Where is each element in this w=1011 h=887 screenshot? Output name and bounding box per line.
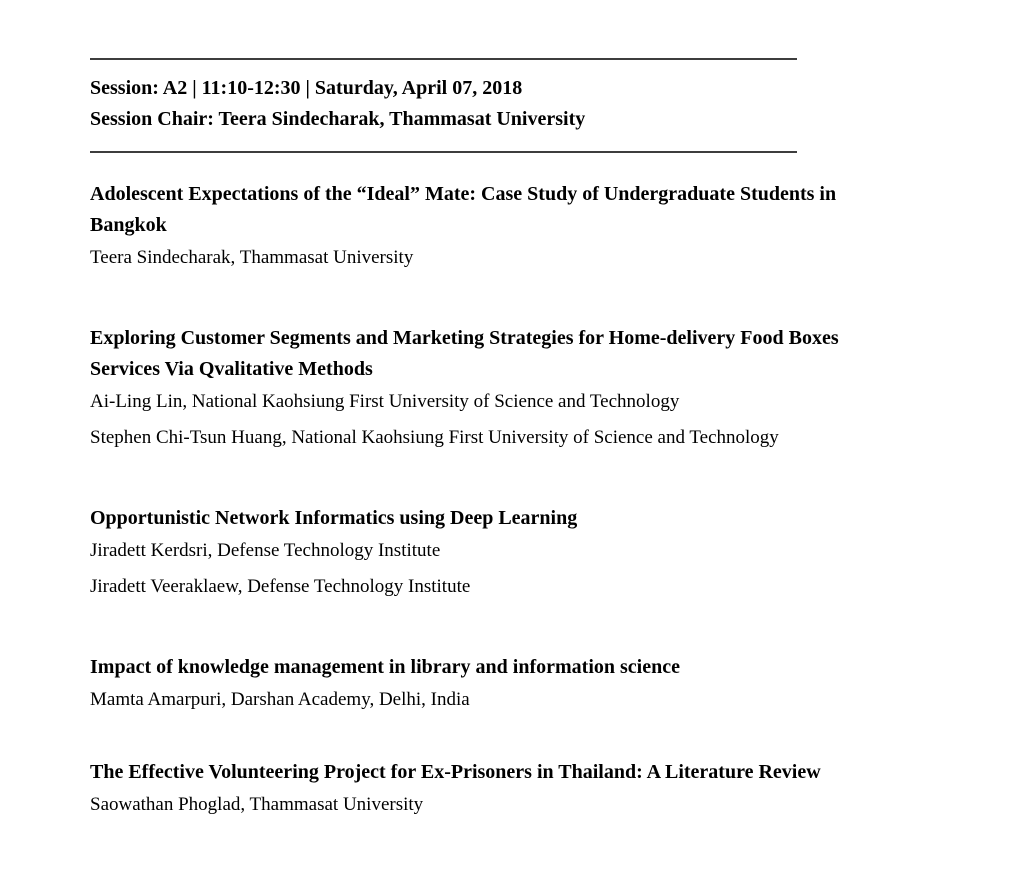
paper-title xyxy=(90,652,1011,683)
paper-author: Jiradett Kerdsri, Defense Technology Institute xyxy=(90,540,441,561)
paper-author: Teera Sindecharak, Thammasat University xyxy=(90,247,414,268)
paper-title-line: Bangkok xyxy=(90,214,167,236)
paper-entry xyxy=(90,179,1011,273)
session-header xyxy=(90,73,1011,135)
paper-title-line: The Effective Volunteering Project for Ex-Prisoners in Thailand: A Literature Review xyxy=(90,761,821,783)
paper-author: Ai-Ling Lin, National Kaohsiung First University of Science and Technology xyxy=(90,391,680,412)
paper-title-line: Services Via Qvalitative Methods xyxy=(90,358,373,380)
paper-author: Stephen Chi-Tsun Huang, National Kaohsiung First University of Science and Technology xyxy=(90,427,779,448)
paper-title xyxy=(90,757,1011,788)
paper-title xyxy=(90,323,1011,385)
paper-title xyxy=(90,503,1011,534)
session-chair: Session Chair: Teera Sindecharak, Thammasat University xyxy=(90,108,586,130)
paper-entry xyxy=(90,323,1011,453)
paper-author: Saowathan Phoglad, Thammasat University xyxy=(90,794,424,815)
paper-author: Mamta Amarpuri, Darshan Academy, Delhi, India xyxy=(90,689,470,710)
paper-entry xyxy=(90,503,1011,602)
paper-entry xyxy=(90,652,1011,715)
paper-title-line: Exploring Customer Segments and Marketing Strategies for Home-delivery Food Boxes xyxy=(90,327,839,349)
paper-title-line: Impact of knowledge management in library and information science xyxy=(90,656,680,678)
paper-author: Jiradett Veeraklaew, Defense Technology Institute xyxy=(90,576,471,597)
paper-title-line: Adolescent Expectations of the “Ideal” Mate: Case Study of Undergraduate Students in xyxy=(90,183,837,205)
paper-title-line: Opportunistic Network Informatics using Deep Learning xyxy=(90,507,578,529)
horizontal-rule-top xyxy=(90,58,797,60)
session-info: Session: A2 | 11:10-12:30 | Saturday, April 07, 2018 xyxy=(90,77,523,99)
paper-title xyxy=(90,179,1011,241)
paper-entry xyxy=(90,757,1011,820)
horizontal-rule-bottom xyxy=(90,151,797,153)
